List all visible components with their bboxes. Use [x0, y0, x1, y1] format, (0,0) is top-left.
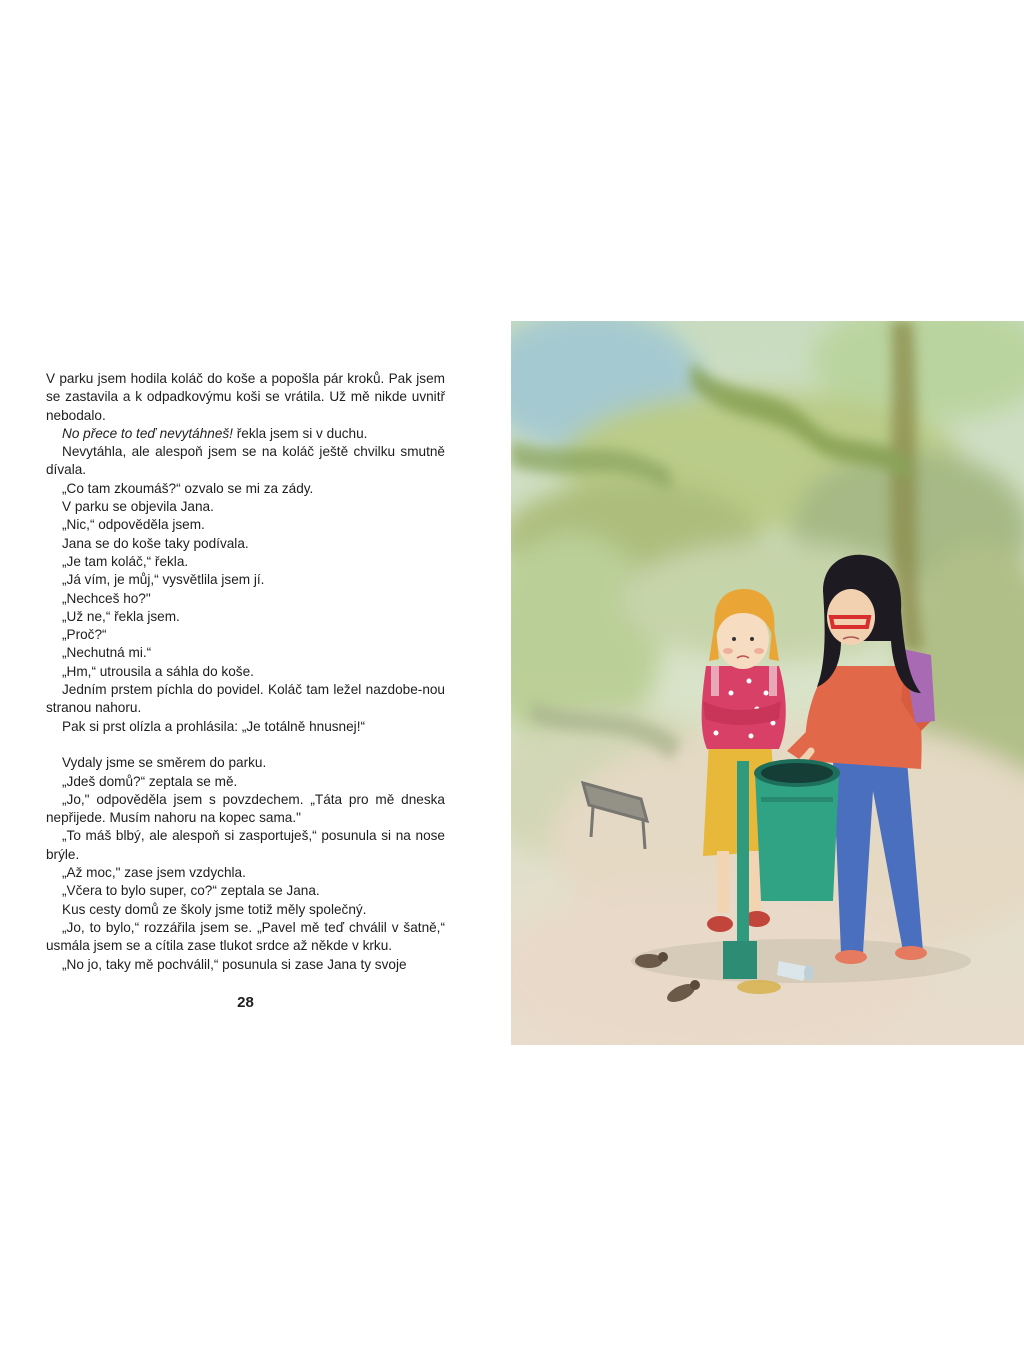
paragraph-text: „Jdeš domů?“ zeptala se mě. [62, 773, 238, 789]
paragraph [46, 663, 445, 681]
paragraph-text: „Je tam koláč,“ řekla. [62, 553, 189, 569]
story-text [46, 370, 445, 974]
paragraph [46, 864, 445, 882]
paragraph [46, 773, 445, 791]
page-number: 28 [237, 994, 254, 1011]
paragraph [46, 571, 445, 589]
paragraph [46, 901, 445, 919]
paragraph-text: Kus cesty domů ze školy jsme totiž měly společný. [62, 901, 367, 917]
paragraph [46, 827, 445, 864]
paragraph-text: „Včera to bylo super, co?“ zeptala se Jana. [62, 883, 320, 899]
paragraph-text: V parku jsem hodila koláč do koše a popošla pár kroků. Pak jsem se zastavila a k odpadkovýmu koši se vrátila. Už mě nikde uvnitř nebodalo. [46, 371, 445, 423]
paragraph [46, 498, 445, 516]
paragraph [46, 553, 445, 571]
paragraph-text: řekla jsem si v duchu. [232, 425, 368, 441]
paragraph-text: „Nic,“ odpověděla jsem. [62, 517, 205, 533]
paragraph-text: „Já vím, je můj,“ vysvětlila jsem jí. [62, 572, 265, 588]
italic-thought: No přece to teď nevytáhneš! [62, 425, 233, 441]
watercolor-illustration [511, 321, 1024, 1045]
paragraph-text: „Jo," odpověděla jsem s povzdechem. „Táta pro mě dneska nepřijede. Musím nahoru na kopec sama." [46, 791, 445, 826]
paragraph [46, 590, 445, 608]
paragraph-text: „Hm,“ utrousila a sáhla do koše. [62, 663, 254, 679]
paragraph-text: „Už ne,“ řekla jsem. [62, 608, 180, 624]
paragraph [46, 882, 445, 900]
paragraph-text: Pak si prst olízla a prohlásila: „Je totálně hnusnej!“ [62, 718, 365, 734]
paragraph-text: „Jo, to bylo,“ rozzářila jsem se. „Pavel mě teď chválil v šatně,“ usmála jsem se a cítila zase tlukot srdce až někde v krku. [46, 919, 445, 954]
paragraph [46, 370, 445, 425]
paragraph-text: „Co tam zkoumáš?“ ozvalo se mi za zády. [62, 480, 314, 496]
paragraph-text: V parku se objevila Jana. [62, 499, 214, 515]
paragraph [46, 919, 445, 956]
paragraph [46, 718, 445, 736]
paragraph [46, 608, 445, 626]
paragraph [46, 681, 445, 718]
paragraph-text: „Až moc," zase jsem vzdychla. [62, 865, 246, 881]
paragraph [46, 480, 445, 498]
paragraph [46, 956, 445, 974]
paragraph-text: Jana se do koše taky podívala. [62, 535, 249, 551]
paragraph-text: „Proč?“ [62, 627, 107, 643]
paragraph [46, 516, 445, 534]
paragraph [46, 535, 445, 553]
paragraph-text: Vydaly jsme se směrem do parku. [62, 755, 267, 771]
paragraph [46, 644, 445, 662]
paragraph-text: Nevytáhla, ale alespoň jsem se na koláč ještě chvilku smutně dívala. [46, 444, 445, 478]
paragraph [46, 425, 445, 443]
paragraph [46, 443, 445, 480]
paragraph-text: „Nechutná mi.“ [62, 645, 152, 661]
paragraph-text: „No jo, taky mě pochválil,“ posunula si zase Jana ty svoje [62, 956, 407, 972]
paragraph [46, 754, 445, 772]
paragraph-text: Jedním prstem píchla do povidel. Koláč tam ležel nazdobe-nou stranou nahoru. [46, 682, 445, 716]
paragraph-text: „To máš blbý, ale alespoň si zasportuješ,“ posunula si na nose brýle. [46, 828, 445, 862]
paragraph [46, 626, 445, 644]
paragraph-text: „Nechceš ho?" [62, 590, 151, 606]
paragraph [46, 791, 445, 828]
